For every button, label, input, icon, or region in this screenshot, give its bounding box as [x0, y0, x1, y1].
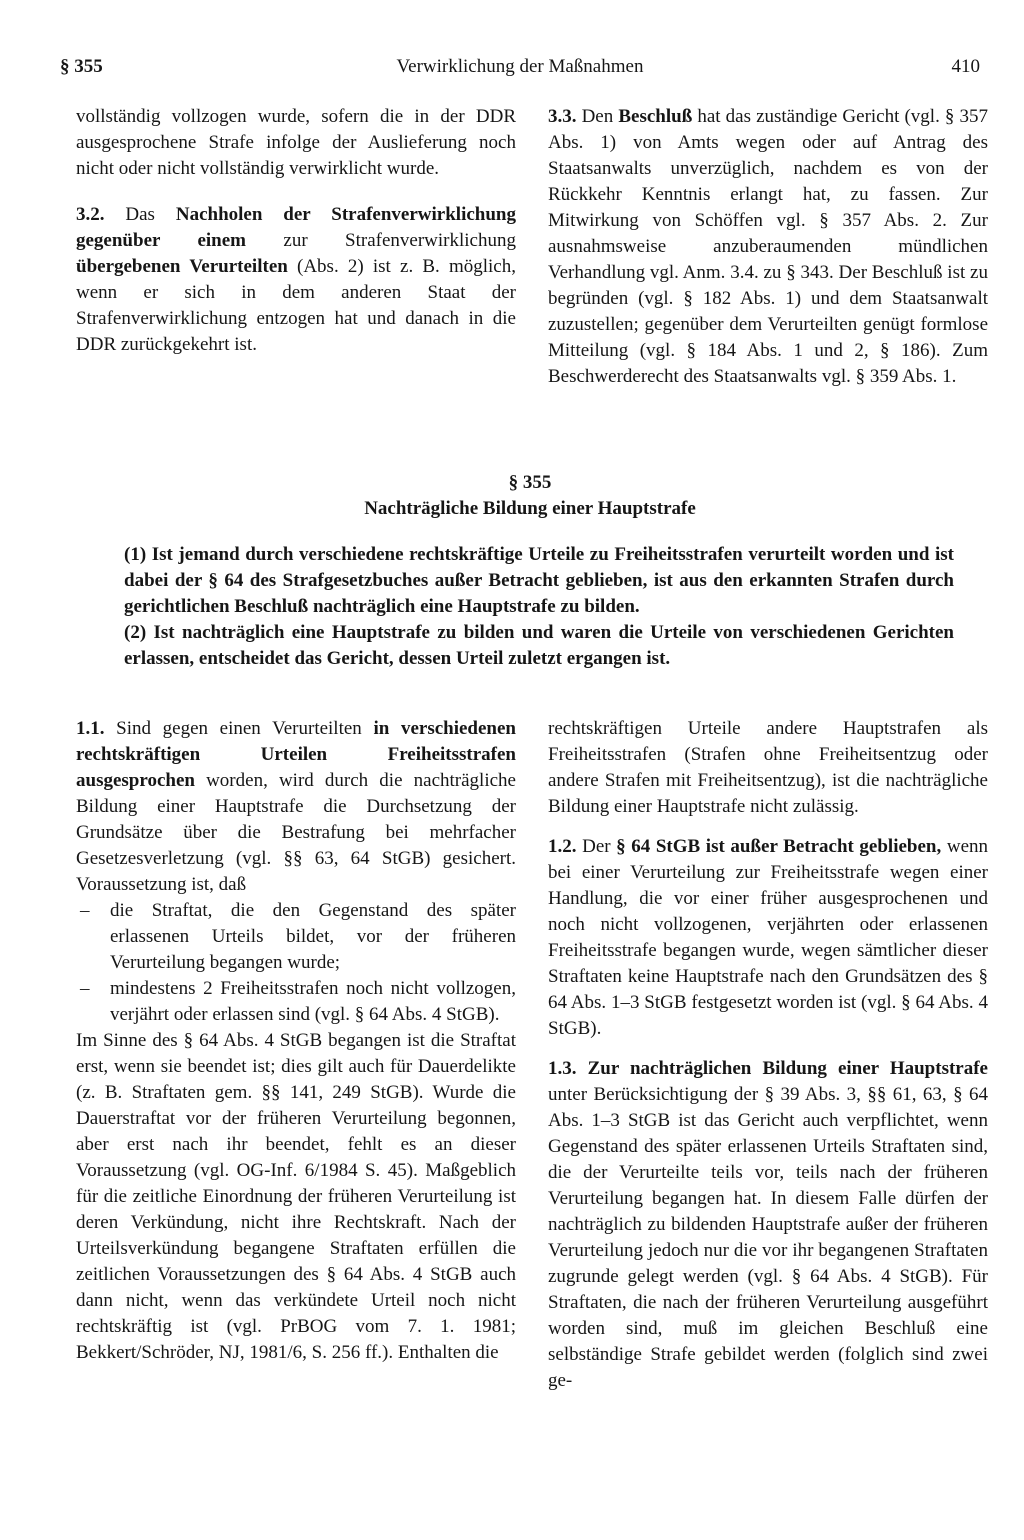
top-left-column [76, 104, 516, 358]
paragraph-1-2: 1.2. Der § 64 StGB ist außer Betracht geblieben, wenn bei einer Verurteilung zur Freiheitsstrafe wegen einer Handlung, die vor einer früher ausgesprochenen und noch nicht vollzogenen, verjährten oder erlassenen Freiheitsstrafe begangen wurde, wegen sämtlicher dieser Straftaten keine Hauptstrafe nach den Grundsätzen des § 64 Abs. 1–3 StGB festgesetzt worden ist (vgl. § 64 Abs. 4 StGB). [548, 836, 988, 1039]
condition-list [76, 898, 516, 1028]
bottom-left-column [76, 716, 516, 1366]
statute-paragraph-1: (1) Ist jemand durch verschiedene rechtskräftige Urteile zu Freiheitsstrafen verurteilt worden und ist dabei der § 64 des Strafgesetzbuches außer Betracht geblieben, ist aus den erkannten Strafen durch gerichtlichen Beschluß nachträglich eine Hauptstrafe zu bilden. [124, 544, 954, 617]
header-title: Verwirklichung der Maßnahmen [396, 56, 644, 77]
bottom-right-column [548, 716, 988, 1394]
list-item: – mindestens 2 Freiheitsstrafen noch nicht vollzogen, verjährt oder erlassen sind (vgl. § 64 Abs. 4 StGB). [76, 976, 516, 1028]
top-right-column [548, 104, 988, 390]
continued-paragraph: rechtskräftigen Urteile andere Hauptstrafen als Freiheitsstrafen (Strafen ohne Freiheitsentzug oder andere Strafen mit Freiheitsentzug), ist die nachträgliche Bildung einer Hauptstrafe nicht zulässig. [548, 718, 988, 817]
header-section-number: § 355 [60, 56, 103, 77]
paragraph-number: 1.1. [76, 718, 105, 739]
paragraph-1-1-continued: Im Sinne des § 64 Abs. 4 StGB begangen ist die Straftat erst, wenn sie beendet ist; dies gilt auch für Dauerdelikte (z. B. Straftaten gem. §§ 141, 249 StGB). Wurde die Dauerstraftat vor der früheren Verurteilung begonnen, aber erst nach ihr beendet, fehlt es an dieser Voraussetzung (vgl. OG-Inf. 6/1984 S. 45). Maßgeblich für die zeitliche Einordnung der früheren Verurteilung ist deren Verkündung, nicht ihre Rechtskraft. Nach der Urteilsverkündung begangene Straftaten erfüllen die zeitlichen Voraussetzungen des § 64 Abs. 4 StGB auch dann nicht, wenn das verkündete Urteil noch nicht rechtskräftig ist (vgl. PrBOG vom 7. 1. 1981; Bekkert/Schröder, NJ, 1981/6, S. 256 ff.). Enthalten die [76, 1030, 516, 1363]
paragraph-1-3: 1.3. Zur nachträglichen Bildung einer Hauptstrafe unter Berücksichtigung der § 39 Abs. 3, §§ 61, 63, § 64 Abs. 1–3 StGB ist das Gericht auch verpflichtet, wenn Gegenstand des später erlassenen Urteils Straftaten sind, die der Verurteilte teils vor, teils nach der früheren Verurteilung begangen hat. In diesem Falle dürfen der nachträglich zu bildenden Hauptstrafe außer der früheren Verurteilung jedoch nur die vor ihr begangenen Straftaten zugrunde gelegt werden (vgl. § 64 Abs. 4 StGB). Für Straftaten, die nach der früheren Verurteilung ausgeführt worden sind, muß im gleichen Beschluß eine selbständige Strafe gebildet werden (folglich sind zwei ge- [548, 1058, 988, 1391]
list-item: – die Straftat, die den Gegenstand des später erlassenen Urteils bildet, vor der früheren Verurteilung begangen wurde; [76, 898, 516, 976]
paragraph-number: 1.3. [548, 1058, 577, 1079]
paragraph-number: 1.2. [548, 836, 577, 857]
paragraph-number: 3.2. [76, 204, 105, 225]
statute-paragraph-2: (2) Ist nachträglich eine Hauptstrafe zu bilden und waren die Urteile von verschiedenen Gerichten erlassen, entscheidet das Gericht, dessen Urteil zuletzt ergangen ist. [124, 622, 954, 669]
section-title: Nachträgliche Bildung einer Hauptstrafe [364, 498, 696, 519]
paragraph-1-1: 1.1. Sind gegen einen Verurteilten in verschiedenen rechtskräftigen Urteilen Freiheitsstrafen ausgesprochen worden, wird durch die nachträgliche Bildung einer Hauptstrafe die Durchsetzung der Grundsätze über die Bestrafung bei mehrfacher Gesetzesverletzung (vgl. §§ 63, 64 StGB) gesichert. Voraussetzung ist, daß [76, 718, 516, 895]
paragraph-number: 3.3. [548, 106, 577, 127]
page-number: 410 [951, 56, 980, 77]
page-header [60, 56, 980, 84]
paragraph-3-3: 3.3. Den Beschluß hat das zuständige Gericht (vgl. § 357 Abs. 1) von Amts wegen oder auf Antrag des Staatsanwalts unverzüglich, nachdem es von der Rückkehr Kenntnis erlangt hat, zu fassen. Zur Mitwirkung von Schöffen vgl. § 357 Abs. 2. Zur ausnahmsweise anzuberaumenden mündlichen Verhandlung vgl. Anm. 3.4. zu § 343. Der Beschluß ist zu begründen (vgl. § 182 Abs. 1) und dem Staatsanwalt zuzustellen; gegenüber dem Verurteilten genügt formlose Mitteilung (vgl. § 184 Abs. 1 und 2, § 186). Zum Beschwerderecht des Staatsanwalts vgl. § 359 Abs. 1. [548, 106, 989, 387]
continued-paragraph: vollständig vollzogen wurde, sofern die in der DDR ausgesprochene Strafe infolge der Auslieferung noch nicht oder nicht vollständig verwirklicht wurde. [76, 106, 516, 179]
statute-text [124, 542, 954, 672]
section-number: § 355 [508, 472, 552, 493]
paragraph-3-2: 3.2. Das Nachholen der Strafenverwirklichung gegenüber einem zur Strafenverwirklichung übergebenen Verurteilten (Abs. 2) ist z. B. möglich, wenn er sich in dem anderen Staat der Strafenverwirklichung entzogen hat und danach in die DDR zurückgekehrt ist. [76, 204, 516, 355]
